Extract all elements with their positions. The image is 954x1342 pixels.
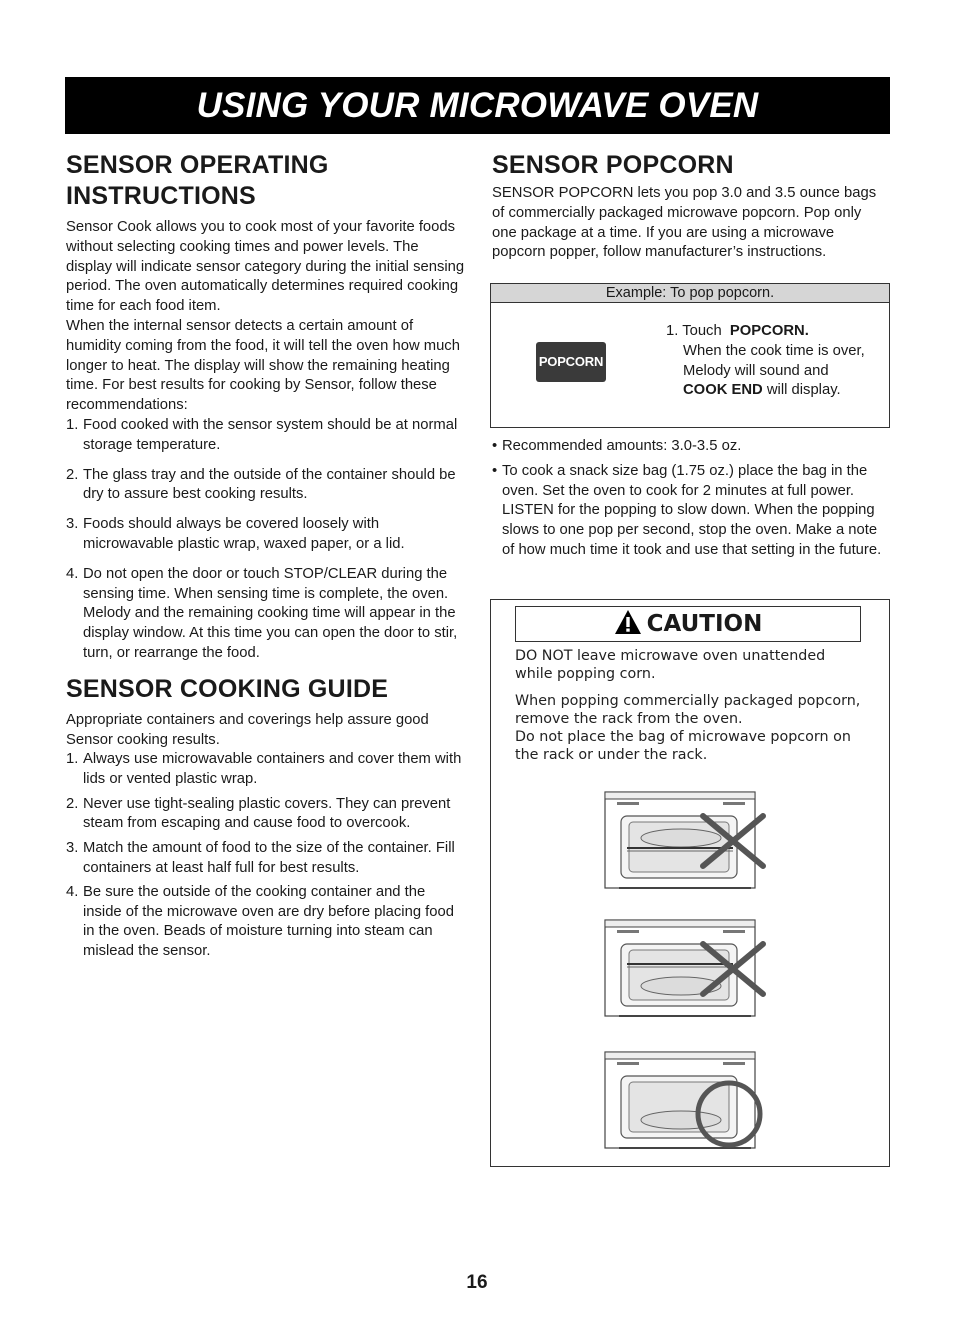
sensor-popcorn-heading: SENSOR POPCORN [492,151,734,179]
list-item [66,839,466,879]
list-item [66,416,466,456]
list-item [66,883,466,962]
item-number: 1. [66,751,79,768]
step-touch: Touch [682,323,722,339]
step-bold: COOK END [683,382,763,399]
caution-title: CAUTION [646,611,763,637]
list-item [66,515,466,555]
list-item [66,750,466,790]
warning-triangle-icon [614,609,642,645]
example-step [666,322,886,401]
caution-para-1: DO NOT leave microwave oven unattended while popping corn. [515,648,826,682]
item-text: Always use microwavable containers and cover them with lids or vented plastic wrap. [83,751,462,788]
item-number: 1. [66,416,79,433]
item-text: Foods should always be covered loosely with microwavable plastic wrap, waxed paper, or a lid. [83,516,405,552]
heading-line-1: SENSOR OPERATING [66,151,329,179]
item-text: Match the amount of food to the size of the container. Fill containers at least half full for best results. [83,839,455,876]
sensor-operating-intro-1: Sensor Cook allows you to cook most of your favorite foods without selecting cooking times and power levels. The display will indicate sensor category during the initial sensing period. The oven automatically determines required cooking time for each food item. [66,219,465,315]
item-text: Food cooked with the sensor system should be at normal storage temperature. [83,416,458,453]
step-end: will display. [766,382,841,399]
step-line-3: Melody will sound and [683,362,829,379]
bullet-icon: • [492,438,498,454]
page-title: USING YOUR MICROWAVE OVEN [65,77,890,134]
caution-text [515,647,865,773]
example-header: Example: To pop popcorn. [491,284,889,303]
page-number: 16 [466,1272,488,1293]
sensor-operating-intro-2: When the internal sensor detects a certain amount of humidity coming from the food, it will tell the oven how much longer to heat. The display will show the remaining heating time. For best results for cooking by Sensor, follow these recommendations: [66,317,460,414]
sensor-guide-heading: SENSOR COOKING GUIDE [66,674,389,703]
bullet-text: Recommended amounts: 3.0-3.5 oz. [502,438,742,454]
item-text: The glass tray and the outside of the container should be dry to assure best cooking results. [83,466,456,503]
popcorn-bullets [492,437,890,566]
list-item [492,437,890,457]
item-number: 2. [66,466,79,483]
oven-popcorn-under-rack-illustration [603,914,783,1029]
bullet-text: To cook a snack size bag (1.75 oz.) place the bag in the oven. Set the oven to cook for 2 minutes at full power. LISTEN for the popping to slow down. When the popping slows to one pop per second, stop the oven. Make a note of how much time it took and use that setting in the future. [502,462,882,558]
sensor-guide-list [66,750,466,962]
bullet-icon: • [492,462,498,479]
step-number: 1. [666,323,679,339]
item-number: 4. [66,565,79,582]
item-number: 3. [66,516,79,533]
left-column [66,150,466,967]
item-number: 2. [66,795,79,812]
item-number: 3. [66,839,79,856]
item-text: Do not open the door or touch STOP/CLEAR during the sensing time. When sensing time is complete, the oven. Melody and the remaining cooking time will appear in the display window. At this time you can open the door to stir, turn, or rearrange the food. [83,565,458,661]
sensor-operating-list [66,416,466,664]
caution-para-2a: When popping commercially packaged popcorn, remove the rack from the oven. [515,693,861,727]
list-item [66,565,466,664]
oven-popcorn-on-tray-illustration [603,1046,783,1161]
caution-header [515,606,861,642]
item-text: Never use tight-sealing plastic covers. They can prevent steam from escaping and cause food to overcook. [83,795,451,832]
list-item [66,466,466,506]
step-line-4 [666,381,886,401]
example-box [490,283,890,428]
oven-popcorn-on-rack-illustration [603,786,783,901]
list-item [66,795,466,835]
caution-para-2b: Do not place the bag of microwave popcorn on the rack or under the rack. [515,729,851,763]
caution-para-2 [515,692,865,764]
item-number: 4. [66,883,79,900]
step-key: POPCORN. [729,323,809,339]
sensor-guide-intro: Appropriate containers and coverings help assure good Sensor cooking results. [66,711,429,748]
caution-box [490,599,890,1167]
list-item [492,462,890,561]
item-text: Be sure the outside of the cooking container and the inside of the microwave oven are dry before placing food in the oven. Beads of moisture turning into steam can mislead the sensor. [83,883,454,960]
sensor-popcorn-intro: SENSOR POPCORN lets you pop 3.0 and 3.5 ounce bags of commercially packaged microwave popcorn. Pop only one package at a time. If you are using a microwave popcorn popper, follow manufacturer’s instructions. [492,185,877,261]
sensor-operating-heading [66,150,466,212]
heading-line-2: INSTRUCTIONS [66,182,256,210]
popcorn-button: POPCORN [536,342,606,382]
step-line-2: When the cook time is over, [683,342,865,359]
right-column [492,150,890,263]
